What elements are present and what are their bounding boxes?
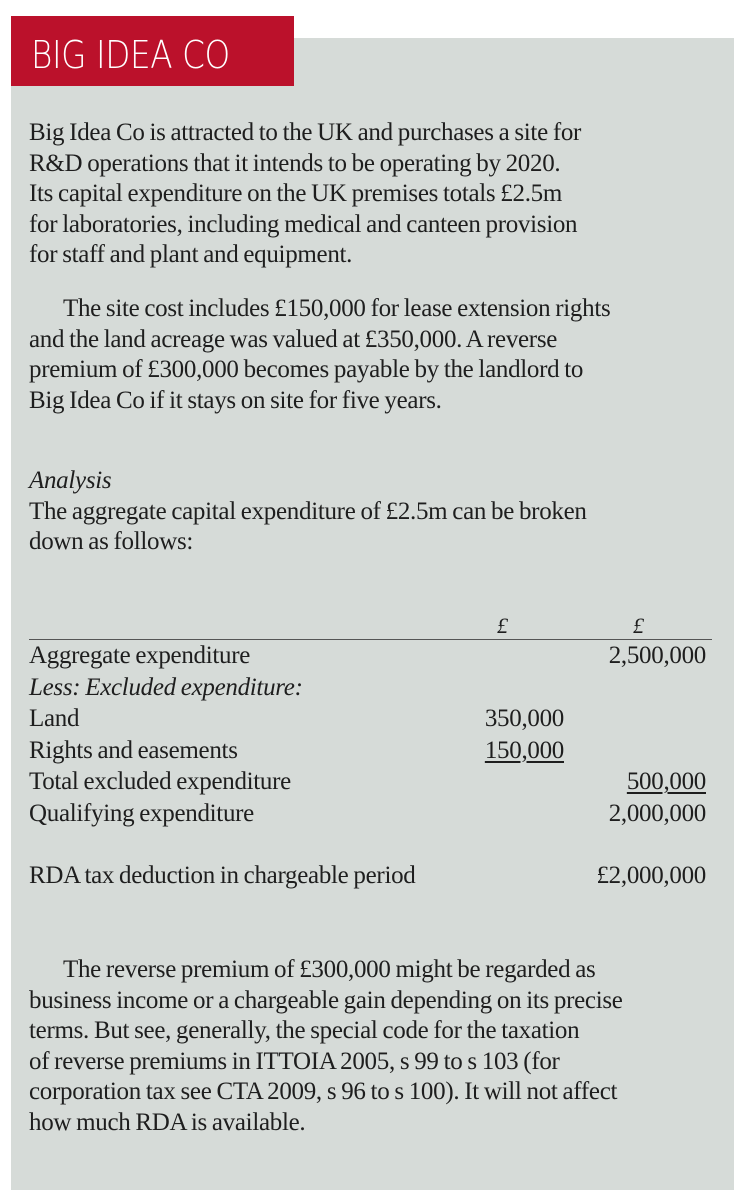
conclusion-paragraph: [29, 955, 719, 1139]
text-line: how much RDA is available.: [29, 1108, 306, 1136]
table-row: [29, 766, 712, 798]
title-banner: [11, 16, 294, 86]
row-label: Qualifying expenditure: [29, 799, 254, 827]
text-line: terms. But see, generally, the special code for the taxation: [29, 1017, 580, 1045]
row-label: Rights and easements: [29, 736, 238, 764]
row-label: Less: Excluded expenditure:: [29, 673, 303, 701]
row-value: 500,000: [626, 768, 706, 795]
text-line: premium of £300,000 becomes payable by the landlord to: [29, 356, 584, 384]
row-label: Land: [29, 705, 80, 732]
text-line: corporation tax see CTA 2009, s 96 to s 100). It will not affect: [29, 1078, 618, 1106]
text-line: for laboratories, including medical and canteen provision: [29, 210, 578, 238]
table-row: [29, 798, 712, 830]
site-cost-paragraph: [29, 294, 719, 416]
row-label: Aggregate expenditure: [29, 642, 251, 669]
text-line: of reverse premiums in ITTOIA 2005, s 99 to s 103 (for: [29, 1047, 560, 1075]
text-line: down as follows:: [29, 528, 194, 556]
column-header-currency: £: [633, 613, 644, 638]
text-line: Big Idea Co is attracted to the UK and purchases a site for: [29, 119, 582, 146]
table-row: [29, 640, 712, 672]
row-label: Total excluded expenditure: [29, 768, 291, 795]
analysis-heading: Analysis: [29, 467, 112, 494]
row-value: 2,000,000: [608, 799, 706, 827]
row-value: £2,000,000: [596, 862, 706, 889]
row-value: 350,000: [484, 705, 564, 732]
text-line: R&D operations that it intends to be operating by 2020.: [29, 149, 561, 177]
row-value: 150,000: [484, 736, 564, 764]
text-line: and the land acreage was valued at £350,000. A reverse: [29, 325, 558, 353]
text-line: Its capital expenditure on the UK premises totals £2.5m: [29, 180, 563, 208]
text-line: for staff and plant and equipment.: [29, 241, 353, 269]
page-title: BIG IDEA CO: [31, 33, 230, 77]
text-line: The site cost includes £150,000 for lease extension rights: [63, 295, 611, 322]
text-line: business income or a chargeable gain depending on its precise: [29, 986, 623, 1014]
rda-deduction-row: [29, 860, 712, 922]
table-header: [29, 612, 712, 640]
row-value: 2,500,000: [608, 642, 706, 669]
table-row: [29, 672, 712, 704]
table-row: [29, 703, 712, 735]
intro-paragraph: [29, 118, 719, 271]
analysis-section: [29, 466, 719, 558]
column-header-currency: £: [497, 613, 508, 638]
text-line: The reverse premium of £300,000 might be regarded as: [63, 956, 596, 983]
row-label: RDA tax deduction in chargeable period: [29, 862, 416, 889]
text-line: Big Idea Co if it stays on site for five years.: [29, 386, 442, 414]
text-line: The aggregate capital expenditure of £2.5m can be broken: [29, 497, 587, 525]
table-row: [29, 735, 712, 767]
expenditure-table: [29, 612, 712, 922]
